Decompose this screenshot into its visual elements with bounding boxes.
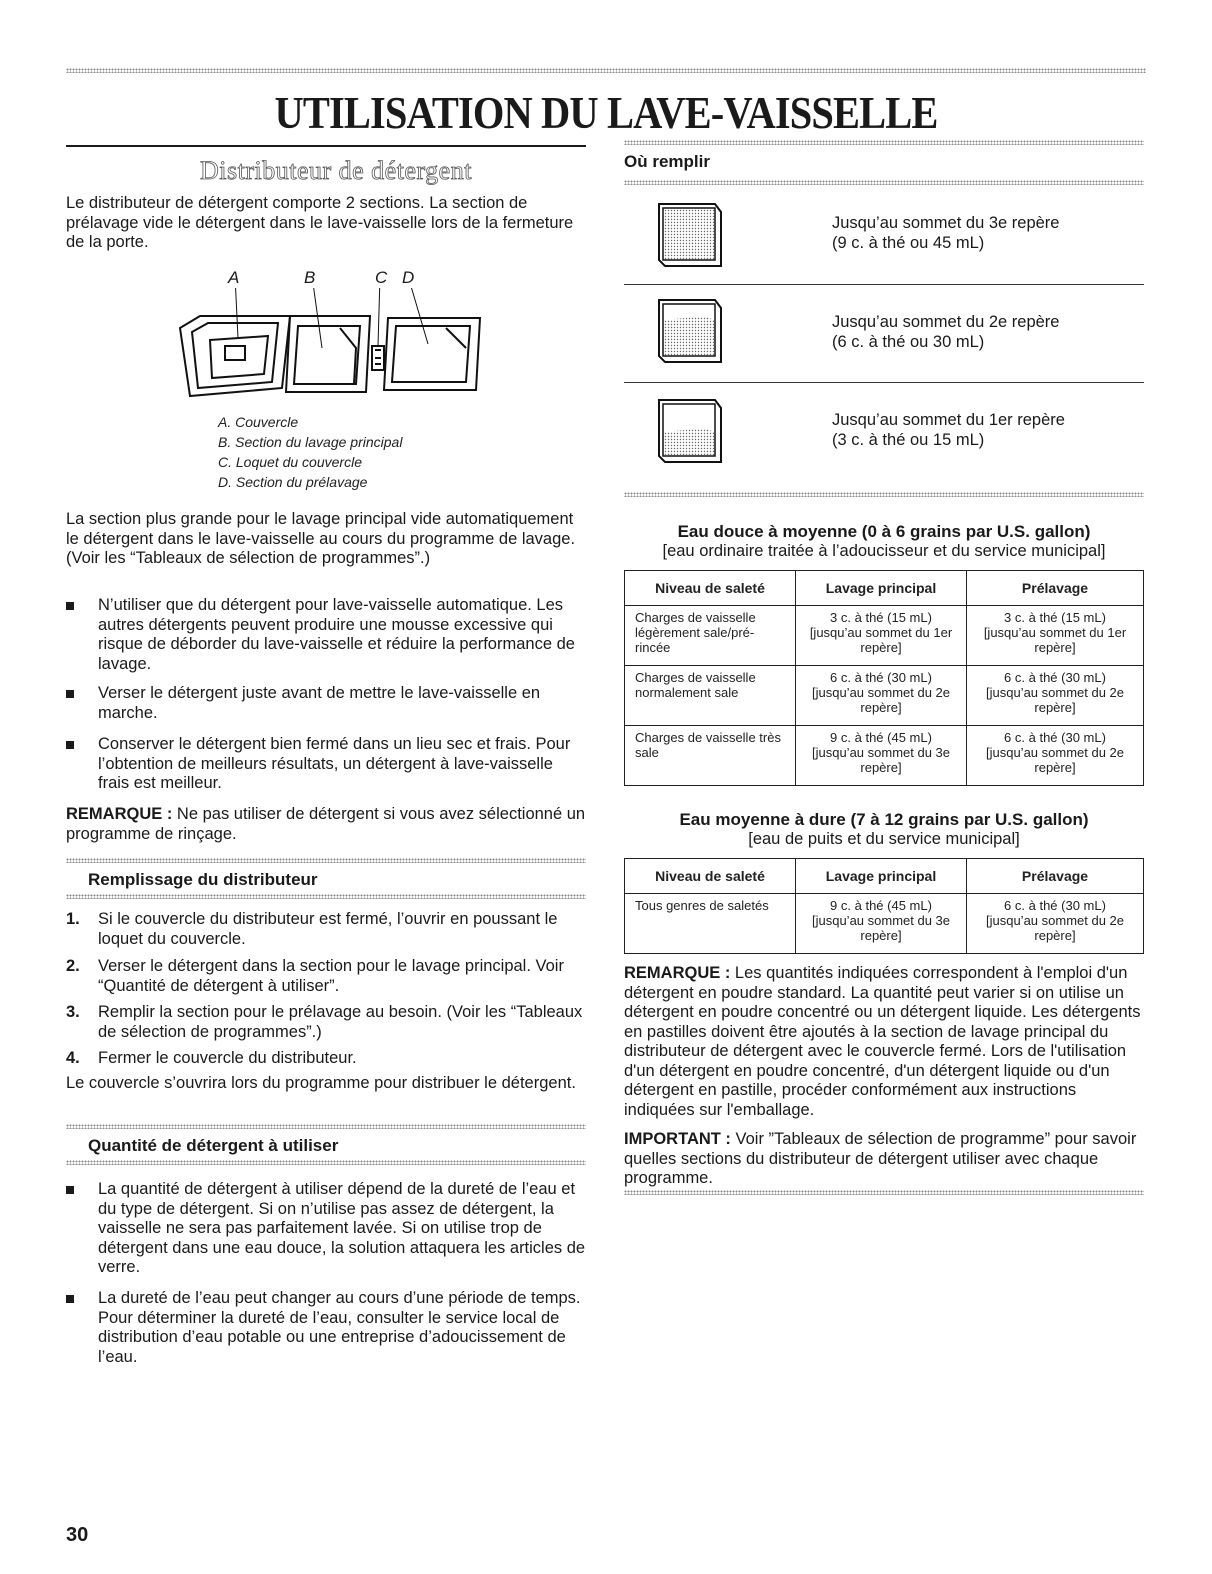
fill-level-line: Jusqu’au sommet du 3e repère <box>832 214 1060 232</box>
figure-letter-b: B <box>304 268 316 287</box>
bullet-item <box>66 1289 586 1369</box>
table-row <box>625 606 1144 666</box>
figure-captions <box>218 412 402 492</box>
note-text: Les quantités indiquées correspondent à l'emploi d'un détergent en poudre standard. La quantité peut varier si on utilise un détergent en poudre concentré ou un détergent liquide. Les détergents en pastilles doivent être ajoutés à la section de lavage principal du distributeur de détergent avec le couvercle fermé. Lors de l'utilisation d'un détergent en poudre concentré, d'un détergent liquide ou d'un détergent en pastille, procéder conformément aux instructions indiquées sur l'emballage. <box>624 964 1141 1119</box>
step-item <box>66 910 586 950</box>
page-title: UTILISATION DU LAVE-VAISSELLE <box>274 87 938 138</box>
rule <box>624 382 1144 383</box>
column-header: Niveau de saleté <box>625 859 796 894</box>
detergent-quantity-heading: Quantité de détergent à utiliser <box>88 1136 339 1155</box>
fill-level-2-icon <box>655 296 727 368</box>
step-item <box>66 957 586 997</box>
column-header: Prélavage <box>967 571 1144 606</box>
fill-level-1-icon <box>655 396 727 468</box>
soft-water-table <box>624 570 1144 786</box>
note-label: REMARQUE : <box>66 805 173 823</box>
rule <box>66 1160 586 1165</box>
section-heading: Distributeur de détergent <box>200 156 472 185</box>
step-text: Si le couvercle du distributeur est fermé, l’ouvrir en poussant le loquet du couvercle. <box>98 910 558 948</box>
step-number: 4. <box>66 1049 80 1067</box>
top-rule <box>66 68 1146 73</box>
table-cell: 6 c. à thé (30 mL) [jusqu’au sommet du 2e repère] <box>967 894 1144 954</box>
step-number: 3. <box>66 1003 80 1021</box>
important-label: IMPORTANT : <box>624 1130 731 1148</box>
bullet-text: N’utiliser que du détergent pour lave-vaisselle automatique. Les autres détergents peuvent produire une mousse excessive qui risque de déborder du lave-vaisselle et réduire la performance de lavage. <box>98 596 575 673</box>
figure-letter-d: D <box>402 268 415 287</box>
bullet-item <box>66 596 586 676</box>
table-cell: Charges de vaisselle très sale <box>625 726 796 786</box>
table-cell: Charges de vaisselle légèrement sale/pré-rincée <box>625 606 796 666</box>
caption-a: A. Couvercle <box>218 414 299 430</box>
intro-paragraph: Le distributeur de détergent comporte 2 sections. La section de prélavage vide le détergent dans le lave-vaisselle lors de la fermeture de la porte. <box>66 194 574 251</box>
table-cell: Tous genres de saletés <box>625 894 796 954</box>
bullet-text: Verser le détergent juste avant de mettre le lave-vaisselle en marche. <box>98 684 541 722</box>
step-text: Verser le détergent dans la section pour le lavage principal. Voir “Quantité de détergent à utiliser”. <box>98 957 564 995</box>
step-number: 1. <box>66 910 80 928</box>
step-item <box>66 1003 586 1043</box>
table-header-row <box>625 571 1144 606</box>
figure-letter-a: A <box>228 268 240 287</box>
bullet-square-icon <box>66 1186 74 1194</box>
page-number: 30 <box>66 1524 89 1546</box>
bullet-text: La quantité de détergent à utiliser dépend de la dureté de l’eau et du type de détergent. Si on n’utilise pas assez de détergent, la vaisselle ne sera pas parfaitement lavée. Si on utilise trop de détergent dans une eau douce, la solution attaquera les articles de verre. <box>98 1180 586 1276</box>
left-heading-rule <box>66 145 586 147</box>
note-paragraph <box>66 805 586 844</box>
step-item <box>66 1049 586 1069</box>
caption-b: B. Section du lavage principal <box>218 434 403 450</box>
bullet-square-icon <box>66 602 74 610</box>
fill-level-amount: (3 c. à thé ou 15 mL) <box>832 430 985 449</box>
rule <box>624 140 1144 145</box>
table-cell: 3 c. à thé (15 mL) [jusqu’au sommet du 1er repère] <box>796 606 967 666</box>
dispenser-drawing-icon <box>170 288 500 413</box>
important-text: Voir ”Tableaux de sélection de programme” pour savoir quelles sections du distributeur de détergent utiliser avec chaque programme. <box>624 1130 1137 1187</box>
step-text: Fermer le couvercle du distributeur. <box>98 1049 357 1067</box>
caption-c: C. Loquet du couvercle <box>218 454 362 470</box>
table-cell: 9 c. à thé (45 mL) [jusqu’au sommet du 3e repère] <box>796 726 967 786</box>
bullet-text: Conserver le détergent bien fermé dans un lieu sec et frais. Pour l’obtention de meilleurs résultats, un détergent à lave-vaisselle frais est meilleur. <box>98 735 571 792</box>
fill-level-line: Jusqu’au sommet du 1er repère <box>832 411 1065 429</box>
rule <box>624 492 1144 497</box>
table-cell: 9 c. à thé (45 mL) [jusqu’au sommet du 3e repère] <box>796 894 967 954</box>
note-label: REMARQUE : <box>624 964 731 982</box>
rule <box>624 284 1144 285</box>
table-header-row <box>625 859 1144 894</box>
column-header: Niveau de saleté <box>625 571 796 606</box>
bullet-item <box>66 684 586 724</box>
bullet-square-icon <box>66 1295 74 1303</box>
bullet-square-icon <box>66 690 74 698</box>
fill-level-1-text <box>832 411 1132 450</box>
table-row <box>625 894 1144 954</box>
bullet-square-icon <box>66 741 74 749</box>
rule <box>66 1124 586 1129</box>
note-text: Ne pas utiliser de détergent si vous avez sélectionné un programme de rinçage. <box>66 805 586 843</box>
table-cell: 6 c. à thé (30 mL) [jusqu’au sommet du 2e repère] <box>967 666 1144 726</box>
bullet-item <box>66 735 586 795</box>
rule <box>624 180 1144 185</box>
dispenser-figure <box>170 262 500 412</box>
rule <box>624 1190 1144 1195</box>
bullet-text: La dureté de l’eau peut changer au cours d’une période de temps. Pour déterminer la dureté de l’eau, consulter le service local de distribution d’eau potable ou une entreprise d’adoucissement de l’eau. <box>98 1289 581 1366</box>
table-row <box>625 666 1144 726</box>
caption-d: D. Section du prélavage <box>218 474 368 490</box>
column-header: Lavage principal <box>796 859 967 894</box>
table-cell: Charges de vaisselle normalement sale <box>625 666 796 726</box>
rule <box>66 858 586 863</box>
soft-water-title: Eau douce à moyenne (0 à 6 grains par U.S. gallon) <box>677 522 1091 541</box>
figure-letter-c: C <box>375 268 388 287</box>
hard-water-title: Eau moyenne à dure (7 à 12 grains par U.S. gallon) <box>679 810 1089 829</box>
main-section-paragraph: La section plus grande pour le lavage principal vide automatiquement le détergent dans le lave-vaisselle au cours du programme de lavage. (Voir les “Tableaux de sélection de programmes”.) <box>66 510 576 567</box>
column-header: Lavage principal <box>796 571 967 606</box>
fill-level-3-icon <box>655 200 727 272</box>
fill-level-3-text <box>832 214 1132 253</box>
fill-dispenser-heading: Remplissage du distributeur <box>88 870 318 889</box>
table-cell: 6 c. à thé (30 mL) [jusqu’au sommet du 2e repère] <box>796 666 967 726</box>
fill-level-2-text <box>832 313 1132 352</box>
hard-water-subtitle: [eau de puits et du service municipal] <box>748 830 1020 848</box>
fill-level-amount: (6 c. à thé ou 30 mL) <box>832 332 985 351</box>
soft-water-subtitle: [eau ordinaire traitée à l’adoucisseur et du service municipal] <box>662 542 1106 560</box>
where-to-fill-heading: Où remplir <box>624 152 710 171</box>
rule <box>66 894 586 899</box>
step-number: 2. <box>66 957 80 975</box>
table-row <box>625 726 1144 786</box>
fill-level-line: Jusqu’au sommet du 2e repère <box>832 313 1060 331</box>
bullet-item <box>66 1180 586 1280</box>
step-text: Remplir la section pour le prélavage au besoin. (Voir les “Tableaux de sélection de programmes”.) <box>98 1003 583 1041</box>
important-note <box>624 1130 1144 1189</box>
table-cell: 6 c. à thé (30 mL) [jusqu’au sommet du 2e repère] <box>967 726 1144 786</box>
fill-level-amount: (9 c. à thé ou 45 mL) <box>832 233 985 252</box>
column-header: Prélavage <box>967 859 1144 894</box>
quantities-note <box>624 964 1144 1120</box>
table-cell: 3 c. à thé (15 mL) [jusqu’au sommet du 1er repère] <box>967 606 1144 666</box>
after-steps-paragraph: Le couvercle s’ouvrira lors du programme pour distribuer le détergent. <box>66 1074 576 1092</box>
hard-water-table <box>624 858 1144 954</box>
